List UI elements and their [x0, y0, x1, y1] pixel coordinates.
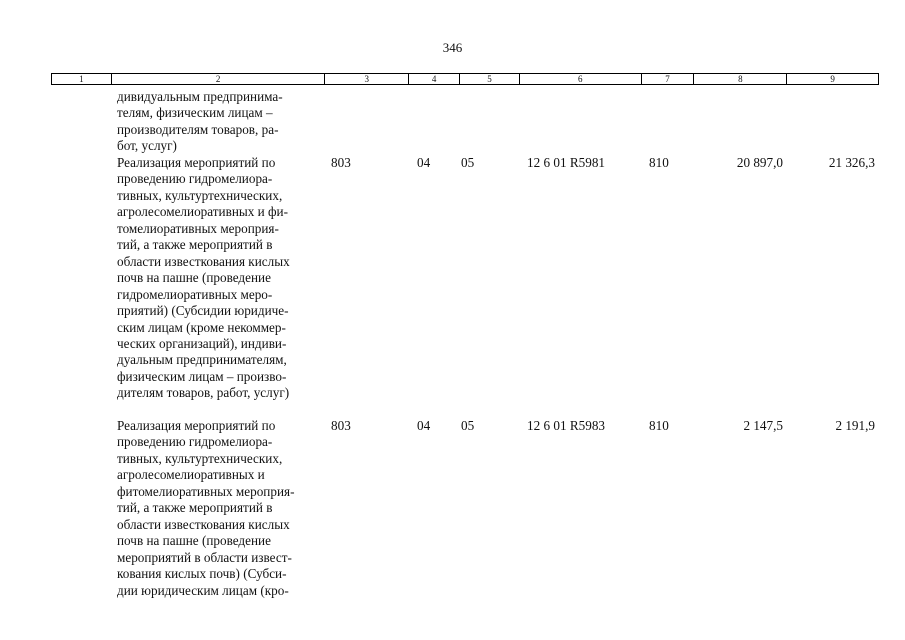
row-2-amount-1: 2 147,5: [743, 418, 783, 433]
header-col-3: 3: [325, 74, 409, 84]
header-col-2: 2: [112, 74, 325, 84]
row-2-amount-2: 2 191,9: [835, 418, 875, 433]
header-col-7: 7: [642, 74, 695, 84]
row-1-description: Реализация мероприятий по проведению гидромелиора- тивных, культуртехнических, агролесомелиоративных и фи- томелиоративных мероприя- тий, а также мероприятий в области известкования кислых почв на пашне (проведение гидромелиоративных меро- приятий) (Субсидии юридиче- ским лицам (кроме некоммер- ческих организаций), индиви- дуальным предпринимателям, физическим лицам – произво- дителям товаров, работ, услуг): [117, 155, 290, 401]
row-1-subsection: 05: [461, 155, 475, 170]
header-col-5: 5: [460, 74, 520, 84]
header-col-4: 4: [409, 74, 460, 84]
header-col-8: 8: [694, 74, 787, 84]
row-1-target-article: 12 6 01 R5981: [527, 155, 606, 170]
row-1-ministry: 803: [331, 155, 351, 170]
row-1-amount-2: 21 326,3: [828, 155, 875, 170]
header-col-1: 1: [52, 74, 112, 84]
header-col-9: 9: [830, 74, 835, 84]
row-2-section: 04: [417, 418, 431, 433]
row-1-expense-type: 810: [649, 155, 669, 170]
row-2-subsection: 05: [461, 418, 475, 433]
page-number: 346: [442, 40, 463, 55]
row-2-expense-type: 810: [649, 418, 669, 433]
header-col-6: 6: [520, 74, 642, 84]
row-2-target-article: 12 6 01 R5983: [527, 418, 606, 433]
table-header-row: [51, 73, 879, 85]
row-1-section: 04: [417, 155, 431, 170]
row-2-description: Реализация мероприятий по проведению гидромелиора- тивных, культуртехнических, агролесомелиоративных и фитомелиоративных мероприя- тий, а также мероприятий в области известкования кислых почв на пашне (проведение мероприятий в области извест- кования кислых почв) (Субси- дии юридическим лицам (кро-: [117, 418, 295, 598]
row-1-amount-1: 20 897,0: [736, 155, 783, 170]
row-2-ministry: 803: [331, 418, 351, 433]
row-0-description: дивидуальным предпринима- телям, физическим лицам – производителям товаров, ра- бот, услуг): [117, 89, 283, 154]
